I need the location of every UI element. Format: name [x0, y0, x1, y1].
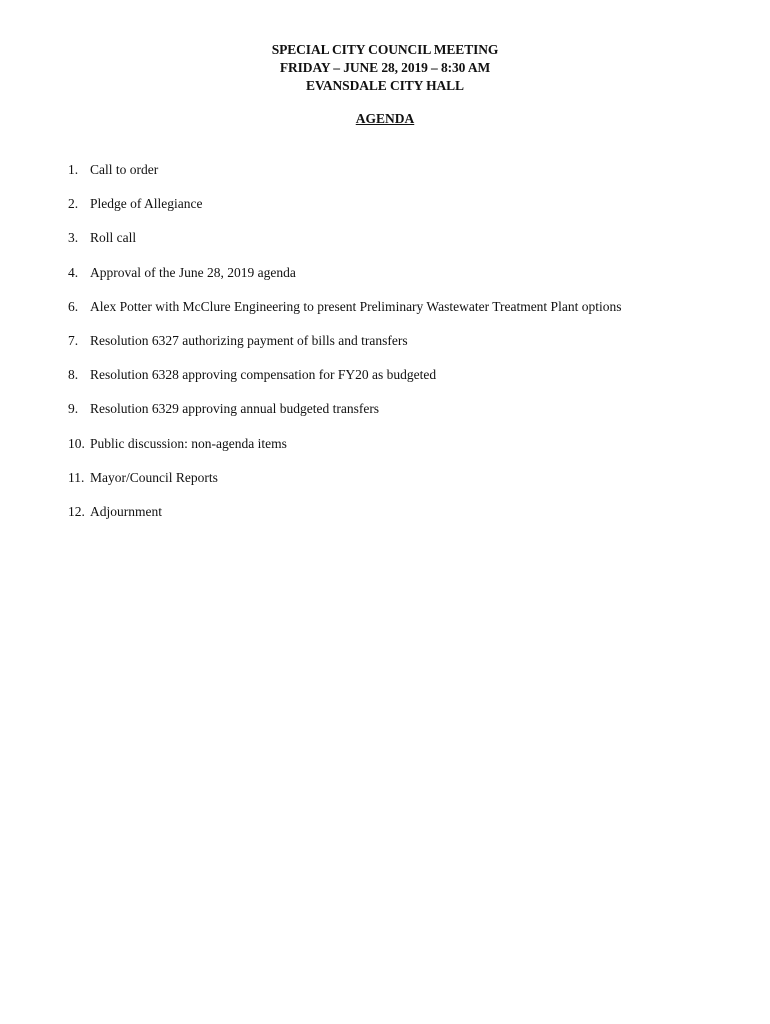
agenda-item [68, 469, 748, 487]
agenda-list [68, 161, 748, 537]
agenda-item-text: Resolution 6329 approving annual budgeted transfers [90, 401, 380, 417]
agenda-item-number: 8. [68, 367, 79, 383]
agenda-item-text: Public discussion: non-agenda items [90, 435, 287, 451]
agenda-item-number: 12. [68, 503, 85, 519]
agenda-item-number: 11. [68, 469, 85, 485]
meeting-title: SPECIAL CITY COUNCIL MEETING [271, 42, 499, 57]
meeting-location: EVANSDALE CITY HALL [306, 78, 464, 93]
agenda-item-text: Adjournment [90, 503, 162, 519]
agenda-item-text: Alex Potter with McClure Engineering to present Preliminary Wastewater Treatment Plant options [90, 298, 622, 314]
meeting-date-time: FRIDAY – JUNE 28, 2019 – 8:30 AM [279, 60, 491, 75]
agenda-item [68, 332, 748, 350]
agenda-item-number: 1. [68, 162, 79, 177]
agenda-item-number: 3. [68, 230, 79, 246]
agenda-item-text: Call to order [90, 162, 159, 177]
agenda-item-number: 9. [68, 401, 79, 417]
agenda-heading [0, 110, 770, 128]
agenda-item [68, 435, 748, 453]
agenda-item-number: 6. [68, 298, 79, 314]
agenda-item-text: Mayor/Council Reports [90, 469, 218, 485]
agenda-item [68, 161, 748, 179]
agenda-item [68, 366, 748, 384]
agenda-item-number: 7. [68, 332, 79, 348]
agenda-item [68, 400, 748, 418]
agenda-item-number: 2. [68, 196, 79, 212]
agenda-item [68, 298, 748, 316]
agenda-item-number: 10. [68, 435, 85, 451]
agenda-item [68, 503, 748, 521]
agenda-heading-text: AGENDA [355, 111, 415, 126]
agenda-item-text: Pledge of Allegiance [90, 196, 203, 212]
agenda-item [68, 195, 748, 213]
agenda-item [68, 229, 748, 247]
meeting-header [0, 41, 770, 95]
agenda-item [68, 264, 748, 282]
agenda-item-text: Approval of the June 28, 2019 agenda [90, 264, 296, 280]
agenda-item-text: Resolution 6328 approving compensation for FY20 as budgeted [90, 367, 437, 383]
agenda-item-text: Resolution 6327 authorizing payment of bills and transfers [90, 332, 408, 348]
agenda-item-number: 4. [68, 264, 79, 280]
agenda-item-text: Roll call [90, 230, 137, 246]
